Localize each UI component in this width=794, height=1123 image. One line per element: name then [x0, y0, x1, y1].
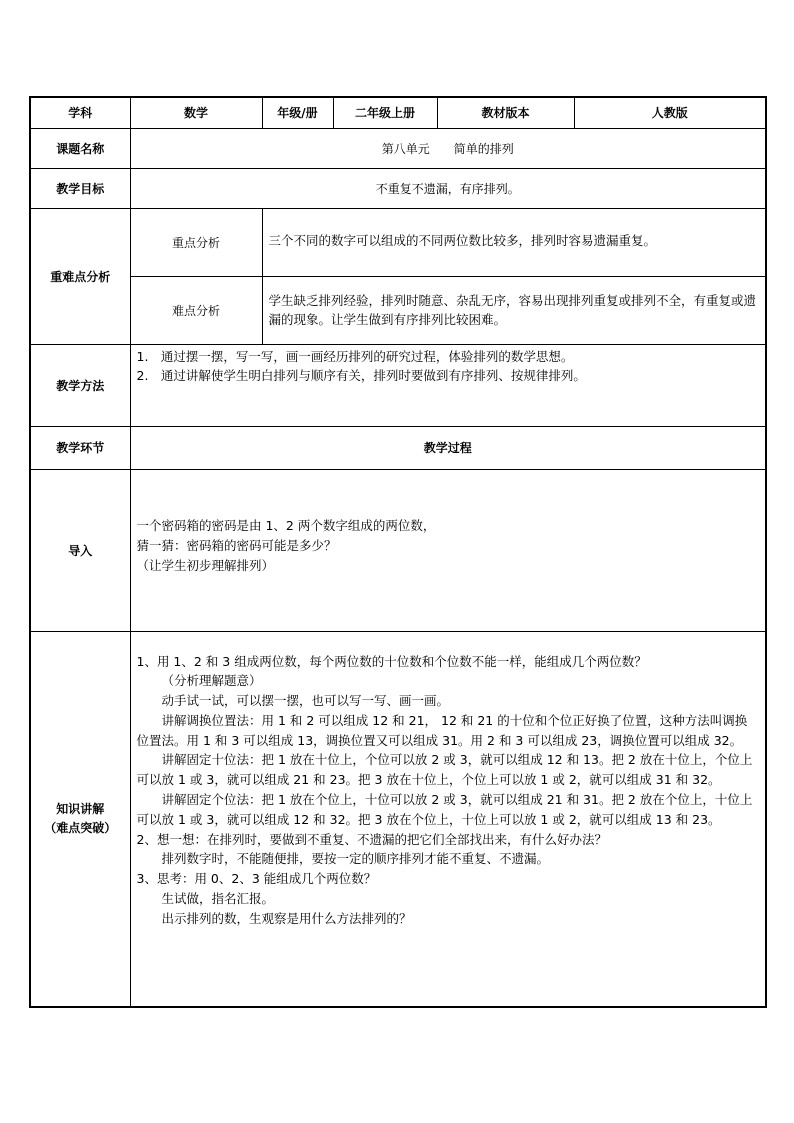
difficult-label: 难点分析	[130, 276, 262, 344]
methods-row	[30, 344, 766, 426]
methods-list	[131, 347, 766, 385]
goal-row	[30, 168, 766, 208]
intro-line: （让学生初步理解排列）	[136, 557, 275, 573]
difficult-analysis-row	[30, 276, 766, 344]
methods-cell	[130, 344, 766, 426]
intro-label: 导入	[30, 469, 130, 631]
knowledge-label-line2: （难点突破）	[44, 820, 117, 835]
knowledge-label-line1: 知识讲解	[56, 801, 105, 816]
method-item: 1. 通过摆一摆，写一写，画一画经历排列的研究过程，体验排列的数学思想。	[136, 348, 574, 364]
edition-value: 人教版	[574, 97, 766, 128]
difficult-text: 学生缺乏排列经验，排列时随意、杂乱无序，容易出现排列重复或排列不全，有重复或遗漏的现象。让学生做到有序排列比较困难。	[262, 276, 766, 344]
lesson-plan-table	[29, 96, 767, 1008]
knowledge-cell	[130, 631, 766, 1007]
stage-label: 教学环节	[30, 426, 130, 469]
knowledge-paragraph: 出示排列的数，生观察是用什么方法排列的？	[161, 910, 412, 926]
title-label: 课题名称	[30, 128, 130, 168]
process-label: 教学过程	[130, 426, 766, 469]
knowledge-paragraph: 讲解调换位置法：用 1 和 2 可以组成 12 和 21， 12 和 21 的十位和个位正好换了位置，这种方法叫调换位置法。用 1 和 3 可以组成 13，调换位置又可以组成 31。用 2 和 3 可以组成 23，调换位置可以组成 32。	[136, 712, 748, 748]
intro-line: 一个密码箱的密码是由 1、2 两个数字组成的两位数，	[136, 518, 436, 534]
knowledge-paragraph: 1、用 1、2 和 3 组成两位数，每个两位数的十位数和个位数不能一样，能组成几个两位数？	[136, 653, 647, 669]
knowledge-paragraph: 动手试一试，可以摆一摆，也可以写一写、画一画。	[161, 693, 450, 709]
knowledge-paragraph: （分析理解题意）	[161, 673, 262, 689]
goal-value: 不重复不遗漏，有序排列。	[130, 168, 766, 208]
grade-value: 二年级上册	[333, 97, 437, 128]
knowledge-row	[30, 631, 766, 1007]
intro-line: 猜一猜：密码箱的密码可能是多少？	[136, 538, 337, 554]
header-row	[30, 97, 766, 128]
method-item: 2. 通过讲解使学生明白排列与顺序有关，排列时要做到有序排列、按规律排列。	[136, 367, 586, 383]
process-header-row	[30, 426, 766, 469]
key-analysis-row	[30, 208, 766, 276]
knowledge-paragraph: 讲解固定个位法：把 1 放在个位上，十位可以放 2 或 3，就可以组成 21 和 31。把 2 放在个位上，十位上可以放 1 或 3，就可以组成 12 和 32。把 3 放在个位上，十位上可以放 1 或 2，就可以组成 13 和 23。	[136, 792, 753, 827]
grade-label: 年级/册	[262, 97, 333, 128]
goal-label: 教学目标	[30, 168, 130, 208]
title-value: 第八单元 简单的排列	[130, 128, 766, 168]
knowledge-paragraph: 生试做，指名汇报。	[161, 891, 275, 907]
intro-cell	[130, 469, 766, 631]
analysis-label: 重难点分析	[30, 208, 130, 344]
knowledge-paragraph: 2、想一想：在排列时，要做到不重复、不遗漏的把它们全部找出来，有什么好办法？	[136, 831, 607, 847]
knowledge-paragraph: 排列数字时，不能随便排，要按一定的顺序排列才能不重复、不遗漏。	[161, 851, 550, 867]
title-row	[30, 128, 766, 168]
knowledge-label	[30, 631, 130, 1007]
key-text: 三个不同的数字可以组成的不同两位数比较多，排列时容易遗漏重复。	[262, 208, 766, 276]
knowledge-paragraph: 3、思考：用 0、2、3 能组成几个两位数？	[136, 871, 377, 887]
edition-label: 教材版本	[437, 97, 574, 128]
methods-label: 教学方法	[30, 344, 130, 426]
subject-label: 学科	[30, 97, 130, 128]
knowledge-paragraph: 讲解固定十位法：把 1 放在十位上，个位可以放 2 或 3，就可以组成 12 和 13。把 2 放在十位上，个位上可以放 1 或 3，就可以组成 21 和 23。把 3 放在十位上，个位上可以放 1 或 2，就可以组成 31 和 32。	[136, 752, 753, 788]
subject-value: 数学	[130, 97, 262, 128]
intro-row	[30, 469, 766, 631]
key-label: 重点分析	[130, 208, 262, 276]
